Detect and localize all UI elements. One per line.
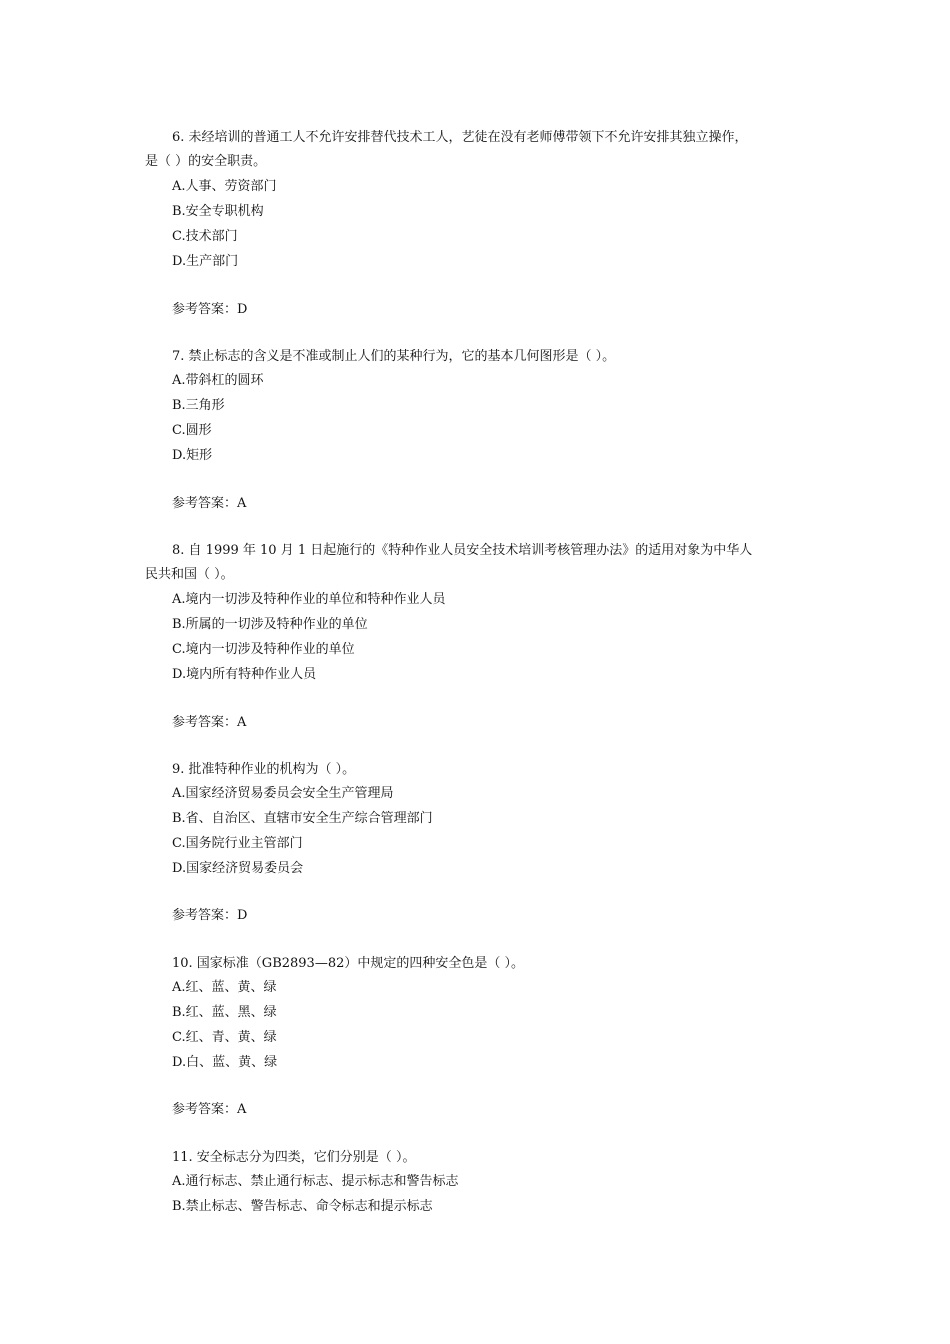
question-8-option-d: D.境内所有特种作业人员 bbox=[172, 667, 317, 682]
question-10-option-c: C.红、青、黄、绿 bbox=[172, 1030, 277, 1045]
question-8-option-b: B.所属的一切涉及特种作业的单位 bbox=[172, 617, 368, 632]
question-9-answer: 参考答案：D bbox=[172, 908, 248, 923]
question-7-option-c: C.圆形 bbox=[172, 423, 212, 438]
question-8-stem: 8. 自 1999 年 10 月 1 日起施行的《特种作业人员安全技术培训考核管理办法》的适用对象为中华人 bbox=[172, 543, 753, 558]
question-8-option-c: C.境内一切涉及特种作业的单位 bbox=[172, 642, 355, 657]
question-6-option-c: C.技术部门 bbox=[172, 229, 238, 244]
question-11-stem: 11. 安全标志分为四类，它们分别是（ ）。 bbox=[172, 1150, 416, 1165]
question-10-option-a: A.红、蓝、黄、绿 bbox=[172, 980, 277, 995]
question-9-option-d: D.国家经济贸易委员会 bbox=[172, 861, 304, 876]
question-11-option-b: B.禁止标志、警告标志、命令标志和提示标志 bbox=[172, 1199, 433, 1214]
question-6-option-a: A.人事、劳资部门 bbox=[172, 179, 277, 194]
question-6-answer: 参考答案：D bbox=[172, 302, 248, 317]
question-9-stem: 9. 批准特种作业的机构为（ ）。 bbox=[172, 762, 356, 777]
question-7-option-a: A.带斜杠的圆环 bbox=[172, 373, 264, 388]
question-6-option-b: B.安全专职机构 bbox=[172, 204, 264, 219]
question-9-option-a: A.国家经济贸易委员会安全生产管理局 bbox=[172, 786, 394, 801]
question-6-option-d: D.生产部门 bbox=[172, 254, 239, 269]
question-6-stem-continued: 是（ ）的安全职责。 bbox=[145, 154, 267, 169]
question-7-option-b: B.三角形 bbox=[172, 398, 225, 413]
question-8-answer: 参考答案：A bbox=[172, 715, 247, 730]
question-11-option-a: A.通行标志、禁止通行标志、提示标志和警告标志 bbox=[172, 1174, 459, 1189]
question-10-stem: 10. 国家标准（GB2893—82）中规定的四种安全色是（ ）。 bbox=[172, 956, 525, 971]
question-8-stem-continued: 民共和国（ ）。 bbox=[145, 567, 234, 582]
question-9-option-b: B.省、自治区、直辖市安全生产综合管理部门 bbox=[172, 811, 433, 826]
question-10-option-d: D.白、蓝、黄、绿 bbox=[172, 1055, 278, 1070]
question-7-stem: 7. 禁止标志的含义是不准或制止人们的某种行为，它的基本几何图形是（ ）。 bbox=[172, 349, 616, 364]
question-10-answer: 参考答案：A bbox=[172, 1102, 247, 1117]
question-10-option-b: B.红、蓝、黑、绿 bbox=[172, 1005, 277, 1020]
question-7-answer: 参考答案：A bbox=[172, 496, 247, 511]
question-9-option-c: C.国务院行业主管部门 bbox=[172, 836, 303, 851]
question-7-option-d: D.矩形 bbox=[172, 448, 213, 463]
question-8-option-a: A.境内一切涉及特种作业的单位和特种作业人员 bbox=[172, 592, 446, 607]
question-6-stem: 6. 未经培训的普通工人不允许安排替代技术工人，艺徒在没有老师傅带领下不允许安排其独立操作， bbox=[172, 130, 748, 145]
